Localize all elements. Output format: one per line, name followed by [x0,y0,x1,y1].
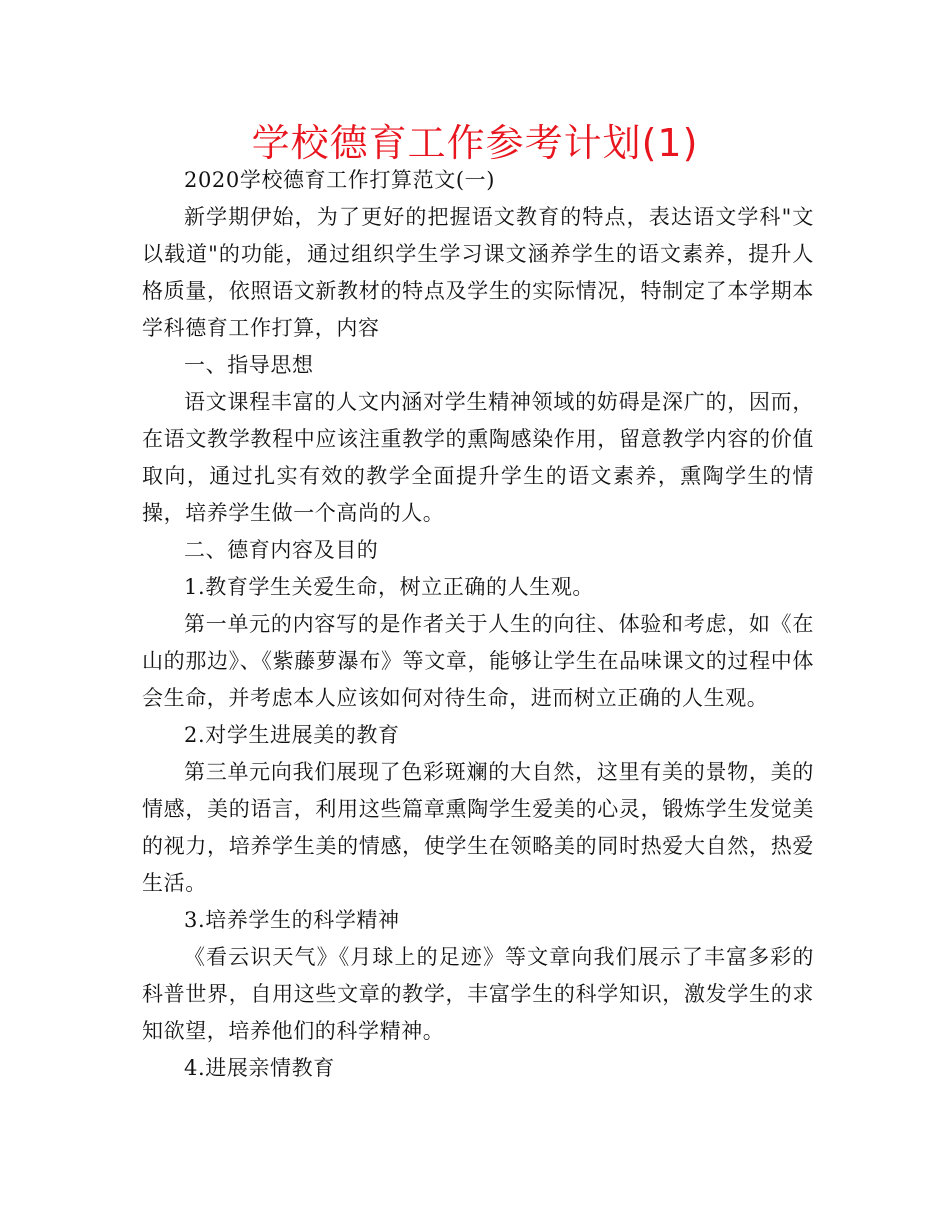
item-paragraph-2: 第三单元向我们展现了色彩斑斓的大自然，这里有美的景物，美的情感，美的语言，利用这些篇章熏陶学生爱美的心灵，锻炼学生发觉美的视力，培养学生美的情感，使学生在领略美的同时热爱大自然，热爱生活。 [142,760,814,895]
item-heading-1: 1.教育学生关爱生命，树立正确的人生观。 [184,575,595,599]
subtitle-paragraph: 2020学校德育工作打算范文(一) [184,168,496,192]
section-heading-guiding-thought: 一、指导思想 [184,353,314,377]
item-paragraph-3: 《看云识天气》《月球上的足迹》等文章向我们展示了丰富多彩的科普世界，自用这些文章的教学，丰富学生的科学知识，激发学生的求知欲望，培养他们的科学精神。 [142,945,814,1043]
section-heading-content-goals: 二、德育内容及目的 [184,538,379,562]
item-heading-4: 4.进展亲情教育 [184,1056,335,1080]
item-heading-2: 2.对学生进展美的教育 [184,723,400,747]
guiding-thought-paragraph: 语文课程丰富的人文内涵对学生精神领域的妨碍是深广的，因而，在语文教学教程中应该注重教学的熏陶感染作用，留意教学内容的价值取向，通过扎实有效的教学全面提升学生的语文素养，熏陶学生的情操，培养学生做一个高尚的人。 [142,390,814,525]
item-paragraph-1: 第一单元的内容写的是作者关于人生的向往、体验和考虑，如《在山的那边》、《紫藤萝瀑布》等文章，能够让学生在品味课文的过程中体会生命，并考虑本人应该如何对待生命，进而树立正确的人生观。 [142,612,814,710]
item-heading-3: 3.培养学生的科学精神 [184,908,400,932]
intro-paragraph: 新学期伊始，为了更好的把握语文教育的特点，表达语文学科"文以载道"的功能，通过组织学生学习课文涵养学生的语文素养，提升人格质量，依照语文新教材的特点及学生的实际情况，特制定了本学期本学科德育工作打算，内容 [142,205,814,340]
document-body [142,162,814,1087]
document-title: 学校德育工作参考计划(1) [251,121,699,165]
